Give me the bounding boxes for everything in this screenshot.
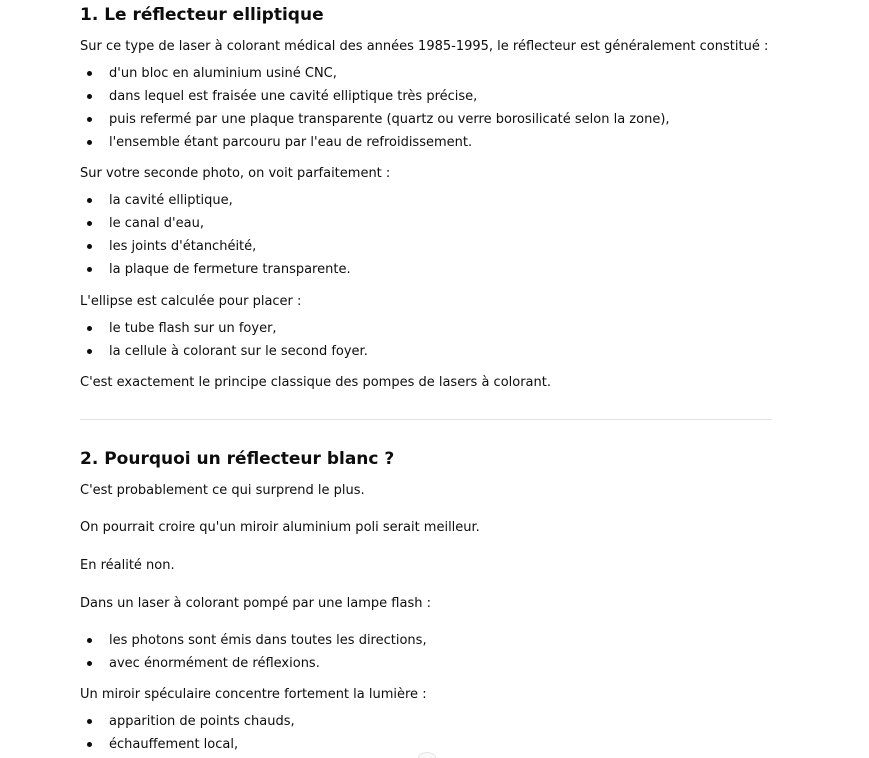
paragraph-intro: Sur ce type de laser à colorant médical des années 1985-1995, le réflecteur est généralement constitué : xyxy=(80,39,769,54)
paragraph-flash-intro: Dans un laser à colorant pompé par une lampe flash : xyxy=(80,596,431,611)
paragraph-photo-intro: Sur votre seconde photo, on voit parfaitement : xyxy=(80,166,391,181)
list-ellipse xyxy=(80,317,368,363)
list-item: le tube flash sur un foyer, xyxy=(80,317,368,340)
paragraph-ellipse-intro: L'ellipse est calculée pour placer : xyxy=(80,294,302,309)
list-item: les joints d'étanchéité, xyxy=(80,235,351,258)
list-item: l'ensemble étant parcouru par l'eau de refroidissement. xyxy=(80,131,670,154)
section-heading-reflecteur-elliptique: 1. Le réflecteur elliptique xyxy=(80,5,324,25)
list-item: avec énormément de réflexions. xyxy=(80,652,427,675)
section-heading-reflecteur-blanc: 2. Pourquoi un réflecteur blanc ? xyxy=(80,449,395,469)
paragraph-conclusion: C'est exactement le principe classique des pompes de lasers à colorant. xyxy=(80,375,551,390)
list-item: le canal d'eau, xyxy=(80,212,351,235)
list-item: échauffement local, xyxy=(80,733,295,756)
list-item: les photons sont émis dans toutes les directions, xyxy=(80,629,427,652)
list-item: la plaque de fermeture transparente. xyxy=(80,258,351,281)
list-item: dans lequel est fraisée une cavité elliptique très précise, xyxy=(80,85,670,108)
list-item: d'un bloc en aluminium usiné CNC, xyxy=(80,62,670,85)
list-item: la cavité elliptique, xyxy=(80,189,351,212)
paragraph-surprise: C'est probablement ce qui surprend le plus. xyxy=(80,483,365,498)
list-mirror xyxy=(80,710,295,756)
list-item: la cellule à colorant sur le second foyer. xyxy=(80,340,368,363)
paragraph-realite: En réalité non. xyxy=(80,558,175,573)
list-item: apparition de points chauds, xyxy=(80,710,295,733)
paragraph-miroir: On pourrait croire qu'un miroir aluminium poli serait meilleur. xyxy=(80,520,480,535)
list-flash xyxy=(80,629,427,675)
list-photo xyxy=(80,189,351,281)
list-item: puis refermé par une plaque transparente (quartz ou verre borosilicaté selon la zone), xyxy=(80,108,670,131)
paragraph-mirror-intro: Un miroir spéculaire concentre fortement la lumière : xyxy=(80,687,427,702)
list-construction xyxy=(80,62,670,154)
scroll-down-button[interactable] xyxy=(418,752,436,758)
section-divider xyxy=(80,419,772,420)
